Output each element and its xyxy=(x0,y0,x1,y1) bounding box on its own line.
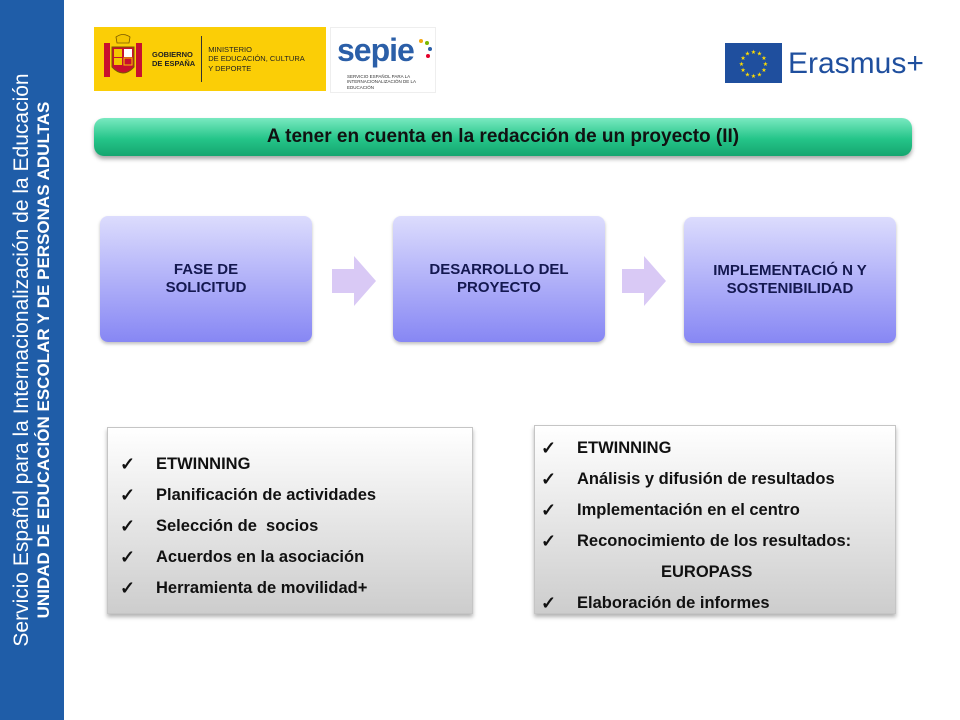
deporte-line: Y DEPORTE xyxy=(208,63,252,73)
checkmark-icon: ✓ xyxy=(120,516,136,536)
eu-star-icon: ★ xyxy=(740,56,746,62)
slide-title: A tener en cuenta en la redacción de un proyecto (II) xyxy=(266,126,740,147)
checkmark-icon: ✓ xyxy=(541,593,557,613)
checkmark-icon: ✓ xyxy=(541,469,557,489)
list-item-text: Elaboración de informes xyxy=(577,594,770,612)
eu-star-icon: ★ xyxy=(762,62,769,68)
sepie-subtitle: SERVICIO ESPAÑOL PARA LA INTERNACIONALIZACIÓN DE LA EDUCACIÓN xyxy=(347,74,416,90)
list-item xyxy=(541,464,895,495)
solicitud-checklist xyxy=(107,427,473,614)
de-espana-line: DE ESPAÑA xyxy=(152,59,196,68)
list-item-text: Análisis y difusión de resultados xyxy=(577,470,835,488)
list-item-continuation xyxy=(541,557,895,588)
eu-star-icon: ★ xyxy=(756,51,763,58)
list-item xyxy=(120,511,472,542)
eu-star-icon: ★ xyxy=(750,50,757,56)
eu-star-icon: ★ xyxy=(738,62,745,68)
phase-desarrollo-label: DESARROLLO DEL PROYECTO xyxy=(429,261,569,296)
list-item-text: Implementación en el centro xyxy=(577,501,800,519)
sepie-logo xyxy=(330,27,436,93)
phase-implementacion-label: IMPLEMENTACIÓ N Y SOSTENIBILIDAD xyxy=(713,262,867,297)
list-item xyxy=(120,573,472,604)
title-banner xyxy=(94,118,912,156)
list-item xyxy=(120,542,472,573)
list-item xyxy=(541,433,895,464)
implementacion-checklist xyxy=(534,425,896,614)
phase-solicitud-label: FASE DE SOLICITUD xyxy=(165,261,247,296)
eu-star-icon: ★ xyxy=(761,68,767,74)
side-band-title: Servicio Español para la Internacionalización de la Educación xyxy=(10,73,34,647)
phase-solicitud xyxy=(100,216,312,342)
eu-star-icon: ★ xyxy=(750,74,757,80)
eu-flag-icon xyxy=(725,43,782,83)
checkmark-icon: ✓ xyxy=(120,547,136,567)
list-item xyxy=(541,526,895,557)
checkmark-icon: ✓ xyxy=(120,578,136,598)
side-band-text xyxy=(10,0,54,720)
list-item-text: Herramienta de movilidad+ xyxy=(156,579,368,597)
ministerio-line: MINISTERIO xyxy=(208,44,252,54)
list-item-text: ETWINNING xyxy=(577,439,672,457)
gobierno-de-espana-logo xyxy=(94,27,326,91)
phase-implementacion xyxy=(684,217,896,343)
checkmark-icon: ✓ xyxy=(541,438,557,458)
eu-star-icon: ★ xyxy=(761,56,767,62)
educacion-line: DE EDUCACIÓN, CULTURA xyxy=(208,54,305,64)
europass-label: EUROPASS xyxy=(661,563,753,581)
list-item xyxy=(541,588,895,619)
list-item-text: ETWINNING xyxy=(156,455,251,473)
checkmark-icon: ✓ xyxy=(120,454,136,474)
sepie-dots-icon xyxy=(417,38,433,62)
coat-of-arms-icon xyxy=(102,33,144,85)
ministerio-label xyxy=(208,36,305,82)
list-item xyxy=(120,449,472,480)
list-item-text: Acuerdos en la asociación xyxy=(156,548,365,566)
gobierno-label xyxy=(152,36,202,82)
chevron-right-arrow-icon xyxy=(332,256,376,306)
side-band xyxy=(0,0,64,720)
side-band-subtitle: UNIDAD DE EDUCACIÓN ESCOLAR Y DE PERSONAS ADULTAS xyxy=(34,101,54,619)
gobierno-line: GOBIERNO xyxy=(152,49,193,59)
checkmark-icon: ✓ xyxy=(120,485,136,505)
eu-star-icon: ★ xyxy=(756,72,763,79)
checkmark-icon: ✓ xyxy=(541,531,557,551)
erasmus-plus-logo: Erasmus+ xyxy=(788,47,924,80)
phase-desarrollo xyxy=(393,216,605,342)
list-item xyxy=(541,495,895,526)
list-item-text: Selección de socios xyxy=(156,517,319,535)
chevron-right-arrow-icon xyxy=(622,256,666,306)
eu-star-icon: ★ xyxy=(740,68,746,74)
checkmark-icon: ✓ xyxy=(541,500,557,520)
list-item xyxy=(120,480,472,511)
sepie-wordmark: sepie xyxy=(337,32,414,68)
list-item-text: Planificación de actividades xyxy=(156,486,377,504)
eu-star-icon: ★ xyxy=(744,72,751,79)
eu-star-icon: ★ xyxy=(744,51,751,58)
list-item-text: Reconocimiento de los resultados: xyxy=(577,532,852,550)
